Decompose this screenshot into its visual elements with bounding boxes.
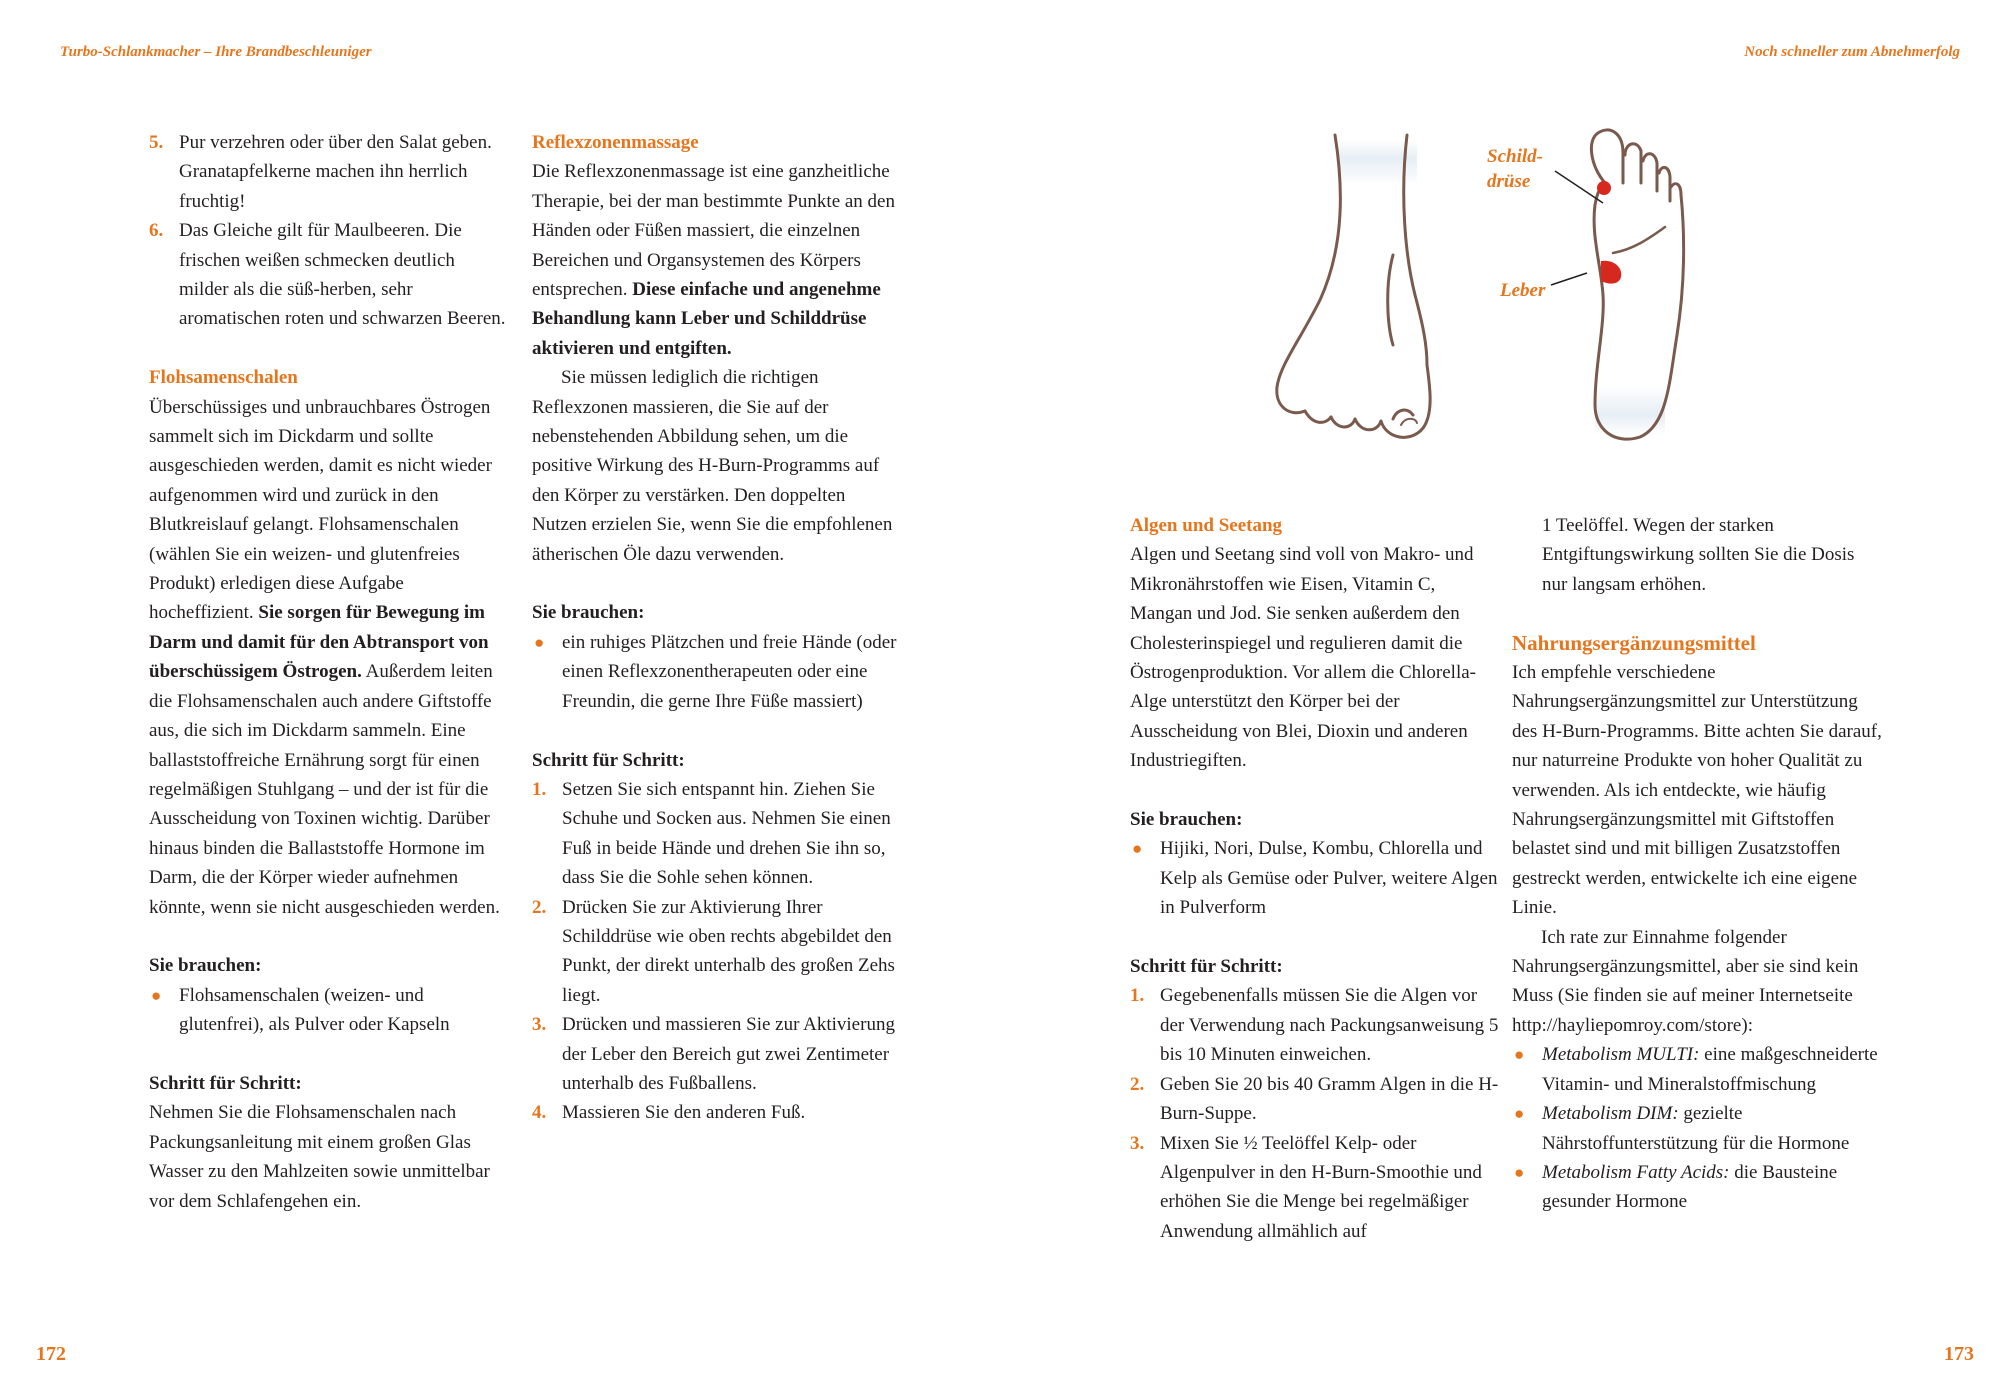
steps-heading: Schritt für Schritt: <box>1130 956 1283 978</box>
body-text: Überschüssiges und unbrauchbares Östrogen sammelt sich im Dickdarm und sollte ausgeschieden werden, damit es nicht wieder aufgenommen wird und zurück in den Blutkreislauf gelangt. Flohsamenschalen (wählen Sie ein weizen- und glutenfreies Produkt) erledigen diese Aufgabe hocheffizient. <box>149 396 492 624</box>
body-text-bold: Sie sorgen für Bewegung im Darm und damit für den Abtransport von überschüssigem Östrogen. <box>149 602 489 683</box>
product-name: Metabolism DIM: <box>1542 1103 1679 1125</box>
body-paragraph: Nehmen Sie die Flohsamenschalen nach Packungsanleitung mit einem großen Glas Wasser zu den Mahlzeiten sowie unmittelbar vor dem Schlafengehen ein. <box>149 1102 490 1212</box>
body-paragraph: Ich empfehle verschiedene Nahrungsergänzungsmittel zur Unterstützung des H-Burn-Programms. Bitte achten Sie darauf, nur naturreine Produkte von hoher Qualität zu verwenden. Als ich entdeckte, wie häufig Nahrungsergänzungsmittel mit Giftstoffen belastet sind und mit billigen Zusatzstoffen gestreckt werden, entwickelte ich eine eigene Linie. <box>1512 662 1882 919</box>
list-item <box>149 128 509 216</box>
steps-heading: Schritt für Schritt: <box>532 749 685 771</box>
body-text: Die Reflexzonenmassage ist eine ganzheitliche Therapie, bei der man bestimmte Punkte an den Händen oder Füßen massiert, die einzelnen Bereichen und Organsystemen des Körpers entsprechen. <box>532 161 895 301</box>
steps-list <box>1130 981 1500 1246</box>
step-number: 2. <box>532 896 547 918</box>
needs-heading: Sie brauchen: <box>532 602 645 624</box>
body-paragraph <box>532 157 900 363</box>
reflexology-foot-illustration <box>1265 125 1705 455</box>
page-number-left: 172 <box>36 1343 66 1365</box>
thyroid-label-line-1: Schild- <box>1487 146 1543 167</box>
needs-list <box>1130 834 1500 922</box>
continued-text: 1 Teelöffel. Wegen der starken Entgiftungswirkung sollten Sie die Dosis nur langsam erhöhen. <box>1542 515 1855 595</box>
step-number: 1. <box>1130 985 1145 1007</box>
thyroid-label-line-2: drüse <box>1487 171 1531 192</box>
list-item <box>532 1010 900 1098</box>
steps-heading: Schritt für Schritt: <box>149 1072 302 1094</box>
thyroid-point-marker <box>1597 181 1611 195</box>
bullet-icon: ● <box>1514 1162 1525 1182</box>
product-desc: eine maßgeschneiderte Vitamin- und Mineralstoffmischung <box>1542 1044 1878 1095</box>
list-item <box>1130 834 1500 922</box>
steps-list <box>532 775 900 1128</box>
bullet-icon: ● <box>534 632 545 652</box>
list-item <box>149 216 509 334</box>
body-paragraph: Sie müssen lediglich die richtigen Reflexzonen massieren, die Sie auf der nebenstehenden Abbildung sehen, um die positive Wirkung des H-Burn-Programms auf den Körper zu verstärken. Den doppelten Nutzen erzielen Sie, wenn Sie die empfohlenen ätherischen Öle dazu verwenden. <box>532 367 893 565</box>
step-text: Drücken Sie zur Aktivierung Ihrer Schilddrüse wie oben rechts abgebildet den Punkt, der direkt unterhalb des großen Zehs liegt. <box>562 896 895 1006</box>
section-heading: Nahrungsergänzungsmittel <box>1512 630 1756 655</box>
needs-list <box>532 628 900 716</box>
item-text: Flohsamenschalen (weizen- und glutenfrei), als Pulver oder Kapseln <box>179 984 450 1036</box>
list-item <box>1130 1070 1500 1129</box>
step-number: 6. <box>149 220 164 242</box>
column-4 <box>1512 511 1882 1217</box>
list-item <box>1130 981 1500 1069</box>
body-text-bold: Diese einfache und angenehme Behandlung kann Leber und Schilddrüse aktivieren und entgiften. <box>532 279 881 359</box>
foot-side-view <box>1277 135 1430 437</box>
list-item <box>1512 1099 1882 1158</box>
running-head-left: Turbo-Schlankmacher – Ihre Brandbeschleuniger <box>60 44 372 60</box>
step-number: 2. <box>1130 1073 1145 1095</box>
products-list <box>1512 1040 1882 1216</box>
item-text: Hijiki, Nori, Dulse, Kombu, Chlorella und Kelp als Gemüse oder Pulver, weitere Algen in Pulverform <box>1160 838 1498 919</box>
product-desc: die Bausteine gesunder Hormone <box>1542 1161 1838 1213</box>
needs-list <box>149 981 509 1040</box>
step-number: 4. <box>532 1102 547 1124</box>
thyroid-label <box>1487 144 1543 194</box>
step-text: Drücken und massieren Sie zur Aktivierung der Leber den Bereich gut zwei Zentimeter unterhalb des Fußballens. <box>562 1014 895 1094</box>
step-text: Mixen Sie ½ Teelöffel Kelp- oder Algenpulver in den H-Burn-Smoothie und erhöhen Sie die Menge bei regelmäßiger Anwendung allmählich auf <box>1160 1132 1482 1242</box>
list-item <box>532 775 900 893</box>
step-text: Setzen Sie sich entspannt hin. Ziehen Sie Schuhe und Socken aus. Nehmen Sie einen Fuß in beide Hände und drehen Sie ihn so, dass Sie die Sohle sehen können. <box>562 778 891 889</box>
product-name: Metabolism Fatty Acids: <box>1542 1161 1730 1183</box>
list-item <box>532 1098 900 1127</box>
product-name: Metabolism MULTI: <box>1542 1044 1700 1066</box>
foot-sole-view <box>1591 130 1683 439</box>
steps-list-continued <box>149 128 509 334</box>
list-item <box>532 628 900 716</box>
body-paragraph: Ich rate zur Einnahme folgender Nahrungsergänzungsmittel, aber sie sind kein Muss (Sie finden sie auf meiner Internetseite http://hayliepomroy.com/store): <box>1512 926 1859 1036</box>
list-item <box>1130 1129 1500 1247</box>
step-number: 3. <box>1130 1132 1145 1154</box>
step-number: 3. <box>532 1014 547 1036</box>
section-heading: Reflexzonenmassage <box>532 132 699 153</box>
liver-leader-line <box>1551 273 1587 285</box>
body-text: Außerdem leiten die Flohsamenschalen auch andere Giftstoffe aus, die sich im Dickdarm sammeln. Eine ballaststoffreiche Ernährung sorgt für einen regelmäßigen Stuhlgang – und der ist für die Ausscheidung von Toxinen wichtig. Darüber hinaus binden die Ballaststoffe Hormone im Darm, die der Körper wieder aufnehmen könnte, wenn sie nicht ausgeschieden werden. <box>149 661 500 918</box>
bullet-icon: ● <box>1514 1045 1525 1065</box>
bullet-icon: ● <box>1132 839 1143 859</box>
liver-label: Leber <box>1500 280 1546 301</box>
needs-heading: Sie brauchen: <box>149 955 262 977</box>
section-heading: Flohsamenschalen <box>149 367 298 389</box>
section-heading: Algen und Seetang <box>1130 515 1283 536</box>
product-desc: gezielte Nährstoffunterstützung für die Hormone <box>1542 1103 1850 1154</box>
column-2 <box>532 128 900 1128</box>
running-head-right: Noch schneller zum Abnehmerfolg <box>1744 44 1960 60</box>
step-text: Pur verzehren oder über den Salat geben. Granatapfelkerne machen ihn herrlich fruchtig! <box>179 132 492 212</box>
step-text: Das Gleiche gilt für Maulbeeren. Die frischen weißen schmecken deutlich milder als die süß-herben, sehr aromatischen roten und schwarzen Beeren. <box>179 220 506 330</box>
list-item <box>1512 1158 1882 1217</box>
list-item <box>1512 1040 1882 1099</box>
liver-zone-marker <box>1601 261 1621 284</box>
step-text: Gegebenenfalls müssen Sie die Algen vor der Verwendung nach Packungsanweisung 5 bis 10 Minuten einweichen. <box>1160 985 1499 1066</box>
needs-heading: Sie brauchen: <box>1130 809 1243 831</box>
bullet-icon: ● <box>151 985 162 1005</box>
column-1 <box>149 128 509 1216</box>
column-3 <box>1130 511 1500 1246</box>
list-item <box>149 981 509 1040</box>
step-text: Massieren Sie den anderen Fuß. <box>562 1102 806 1124</box>
item-text: ein ruhiges Plätzchen und freie Hände (oder einen Reflexzonentherapeuten oder eine Freundin, die gerne Ihre Füße massiert) <box>562 631 897 712</box>
list-item <box>532 893 900 1011</box>
bullet-icon: ● <box>1514 1104 1525 1124</box>
step-number: 1. <box>532 778 547 800</box>
body-paragraph <box>149 393 509 922</box>
step-number: 5. <box>149 132 164 153</box>
step-text: Geben Sie 20 bis 40 Gramm Algen in die H-Burn-Suppe. <box>1160 1073 1499 1125</box>
page-number-right: 173 <box>1944 1343 1974 1365</box>
thyroid-leader-line <box>1555 171 1603 203</box>
body-paragraph: Algen und Seetang sind voll von Makro- und Mikronährstoffen wie Eisen, Vitamin C, Mangan und Jod. Sie senken außerdem den Cholesterinspiegel und regulieren damit die Östrogenproduktion. Vor allem die Chlorella-Alge unterstützt den Körper bei der Ausscheidung von Blei, Dioxin und anderen Industriegiften. <box>1130 544 1476 772</box>
